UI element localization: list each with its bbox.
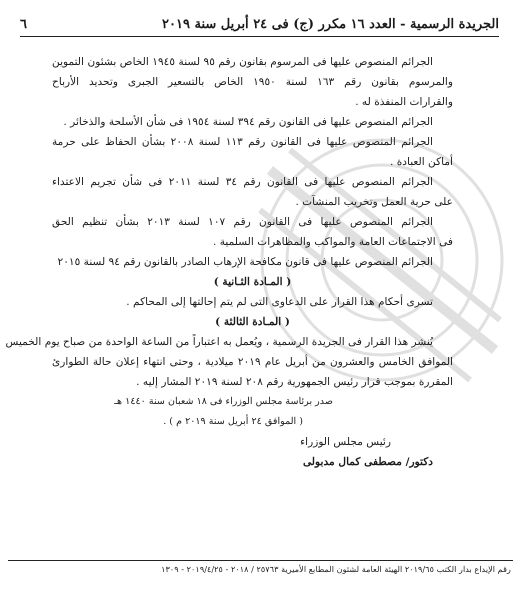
text-line: فى الاجتماعات العامة والمواكب والمظاهرات السلمية .: [212, 236, 453, 248]
text-line: الجرائم المنصوص عليها فى المرسوم بقانون رقم ٩٥ لسنة ١٩٤٥ الخاص بشئون التموين: [52, 56, 434, 68]
header-title: الجريدة الرسمية - العدد ١٦ مكرر (ج) فى ٢٤ أبريل سنة ٢٠١٩: [162, 16, 499, 32]
signatory-title: رئيس مجلس الوزراء: [300, 436, 391, 448]
deposit-footer: رقم الإيداع بدار الكتب ٢٠١٩/٦٥ الهيئة العامة لشئون المطابع الأميرية ٢٥٧٦٣ / ٢٠١٨ - ٢٠١٩/٤/٢٥ - ١٣٠٩: [161, 564, 511, 574]
text-line: تسرى أحكام هذا القرار على الدعاوى التى لم يتم إحالتها إلى المحاكم .: [126, 296, 433, 308]
header-divider: [20, 36, 499, 37]
issued-date-gregorian: ( الموافق ٢٤ أبريل سنة ٢٠١٩ م ) .: [163, 416, 303, 427]
text-line: على حرية العمل وتخريب المنشآت .: [295, 196, 453, 208]
text-line: الجرائم المنصوص عليها فى القانون رقم ٣٩٤ لسنة ١٩٥٤ فى شأن الأسلحة والذخائر .: [63, 116, 433, 128]
text-line: يُنشر هذا القرار فى الجريدة الرسمية ، ويُعمل به اعتباراً من الساعة الواحدة من صباح يوم الخميس: [5, 336, 433, 348]
text-line: المقررة بموجب قرار رئيس الجمهورية رقم ٢٠٨ لسنة ٢٠١٩ المشار إليه .: [136, 376, 453, 388]
article-heading: ( المـادة الثـانية ): [213, 276, 292, 288]
footer-divider: [8, 560, 513, 561]
text-line: الموافق الخامس والعشرون من أبريل عام ٢٠١٩ ميلادية ، وحتى انتهاء إعلان حالة الطوارئ: [52, 356, 453, 368]
page-header: [20, 14, 499, 34]
text-line: الجرائم المنصوص عليها فى القانون رقم ١١٣ لسنة ٢٠٠٨ بشأن الحفاظ على حرمة: [52, 136, 433, 148]
page-number: ٦: [20, 16, 27, 32]
article-heading: ( المـادة الثالثة ): [215, 316, 290, 328]
text-line: الجرائم المنصوص عليها فى القانون رقم ١٠٧ لسنة ٢٠١٣ بشأن تنظيم الحق: [52, 216, 433, 228]
decree-body: [5, 52, 453, 472]
text-line: الجرائم المنصوص عليها فى قانون مكافحة الإرهاب الصادر بالقانون رقم ٩٤ لسنة ٢٠١٥: [57, 256, 433, 268]
text-line: والقرارات المنفذة له .: [355, 96, 453, 108]
issued-date-line: صدر برئاسة مجلس الوزراء فى ١٨ شعبان سنة ١٤٤٠ هـ: [114, 396, 333, 407]
text-line: والمرسوم بقانون رقم ١٦٣ لسنة ١٩٥٠ الخاص بالتسعير الجبرى وتحديد الأرباح: [52, 76, 453, 88]
text-line: أماكن العبادة .: [389, 156, 453, 168]
signatory-name: دكتور/ مصطفى كمال مدبولى: [302, 456, 433, 468]
text-line: الجرائم المنصوص عليها فى القانون رقم ٣٤ لسنة ٢٠١١ فى شأن تجريم الاعتداء: [52, 176, 434, 188]
